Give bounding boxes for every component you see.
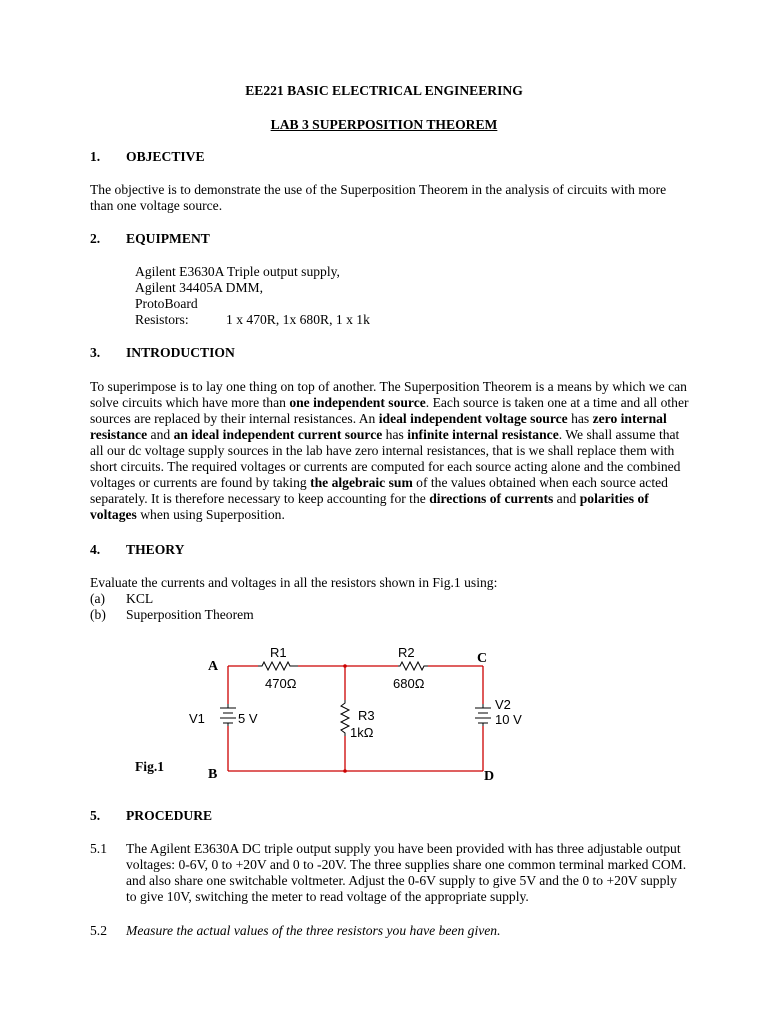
section-title-objective: OBJECTIVE [126, 149, 205, 164]
equipment-item: Agilent E3630A Triple output supply, [135, 264, 340, 279]
junction-dot [343, 769, 347, 773]
theory-item-text: KCL [126, 591, 154, 606]
section-number-equipment: 2. [90, 231, 101, 246]
section-title-introduction: INTRODUCTION [126, 345, 235, 360]
node-label-d: D [484, 769, 495, 784]
v2-name: V2 [495, 697, 511, 712]
intro-line: voltages when using Superposition. [90, 507, 285, 522]
section-title-procedure: PROCEDURE [126, 808, 213, 823]
procedure-step-line: voltages: 0-6V, 0 to +20V and 0 to -20V. The three supplies share one common terminal marked COM. [126, 857, 687, 872]
theory-item-label: (a) [90, 591, 106, 606]
procedure-step-number: 5.2 [90, 923, 107, 938]
objective-line-1: The objective is to demonstrate the use of the Superposition Theorem in the analysis of circuits with more [90, 182, 667, 197]
equipment-item: Agilent 34405A DMM, [135, 280, 264, 295]
intro-line: resistance and an ideal independent current source has infinite internal resistance. We shall assume that [90, 427, 680, 442]
theory-line: Evaluate the currents and voltages in all the resistors shown in Fig.1 using: [90, 575, 498, 590]
equipment-resistors-value: 1 x 470R, 1x 680R, 1 x 1k [226, 312, 370, 327]
equipment-item: ProtoBoard [135, 296, 198, 311]
v1-value: 5 V [238, 711, 258, 726]
r3-name: R3 [358, 708, 375, 723]
intro-line: solve circuits which have more than one independent source. Each source is taken one at a time and all other [90, 395, 689, 410]
r1-name: R1 [270, 645, 287, 660]
battery-v1-symbol [220, 704, 236, 726]
intro-line: all our dc voltage supply sources in the lab have zero internal resistances, that is we shall replace them with [90, 443, 675, 458]
node-label-c: C [477, 651, 488, 666]
section-title-theory: THEORY [126, 542, 185, 557]
node-label-a: A [208, 659, 219, 674]
resistor-r3-symbol [341, 700, 349, 736]
document-title: EE221 BASIC ELECTRICAL ENGINEERING [245, 83, 523, 98]
procedure-step-number: 5.1 [90, 841, 107, 856]
procedure-step-line: Measure the actual values of the three resistors you have been given. [126, 923, 501, 938]
r2-name: R2 [398, 645, 415, 660]
intro-line: To superimpose is to lay one thing on top of another. The Superposition Theorem is a means by which we can [90, 379, 687, 394]
v1-name: V1 [189, 711, 205, 726]
procedure-step-line: The Agilent E3630A DC triple output supply you have been provided with has three adjustable output [126, 841, 681, 856]
equipment-resistors-label: Resistors: [135, 312, 189, 327]
intro-line: sources are replaced by their internal resistances. An ideal independent voltage source has zero internal [90, 411, 667, 426]
intro-line: voltages or currents are found by taking the algebraic sum of the values obtained when each source acted [90, 475, 668, 490]
section-title-equipment: EQUIPMENT [126, 231, 210, 246]
intro-line: separately. It is therefore necessary to keep accounting for the directions of currents and polarities of [90, 491, 649, 506]
resistor-r2-symbol [398, 662, 428, 670]
section-number-theory: 4. [90, 542, 101, 557]
node-label-b: B [208, 767, 218, 782]
section-number-procedure: 5. [90, 808, 101, 823]
battery-v2-symbol [475, 704, 491, 726]
r3-value: 1kΩ [350, 725, 374, 740]
r1-value: 470Ω [265, 676, 297, 691]
junction-dot [343, 664, 347, 668]
section-number-introduction: 3. [90, 345, 101, 360]
objective-line-2: than one voltage source. [90, 198, 223, 213]
intro-line: short circuits. The required voltages or currents are computed for each source acting alone and the combined [90, 459, 681, 474]
procedure-step-line: to give 10V, switching the meter to read voltage of the appropriate supply. [126, 889, 529, 904]
theory-item-text: Superposition Theorem [126, 607, 254, 622]
v2-value: 10 V [495, 712, 522, 727]
lab-title: LAB 3 SUPERPOSITION THEOREM [270, 117, 498, 132]
theory-item-label: (b) [90, 607, 106, 622]
section-number-objective: 1. [90, 149, 101, 164]
resistor-r1-symbol [258, 662, 298, 670]
procedure-step-line: and also share one switchable voltmeter. Adjust the 0-6V supply to give 5V and the 0 to +20V supply [126, 873, 677, 888]
figure-label: Fig.1 [135, 759, 165, 774]
r2-value: 680Ω [393, 676, 425, 691]
